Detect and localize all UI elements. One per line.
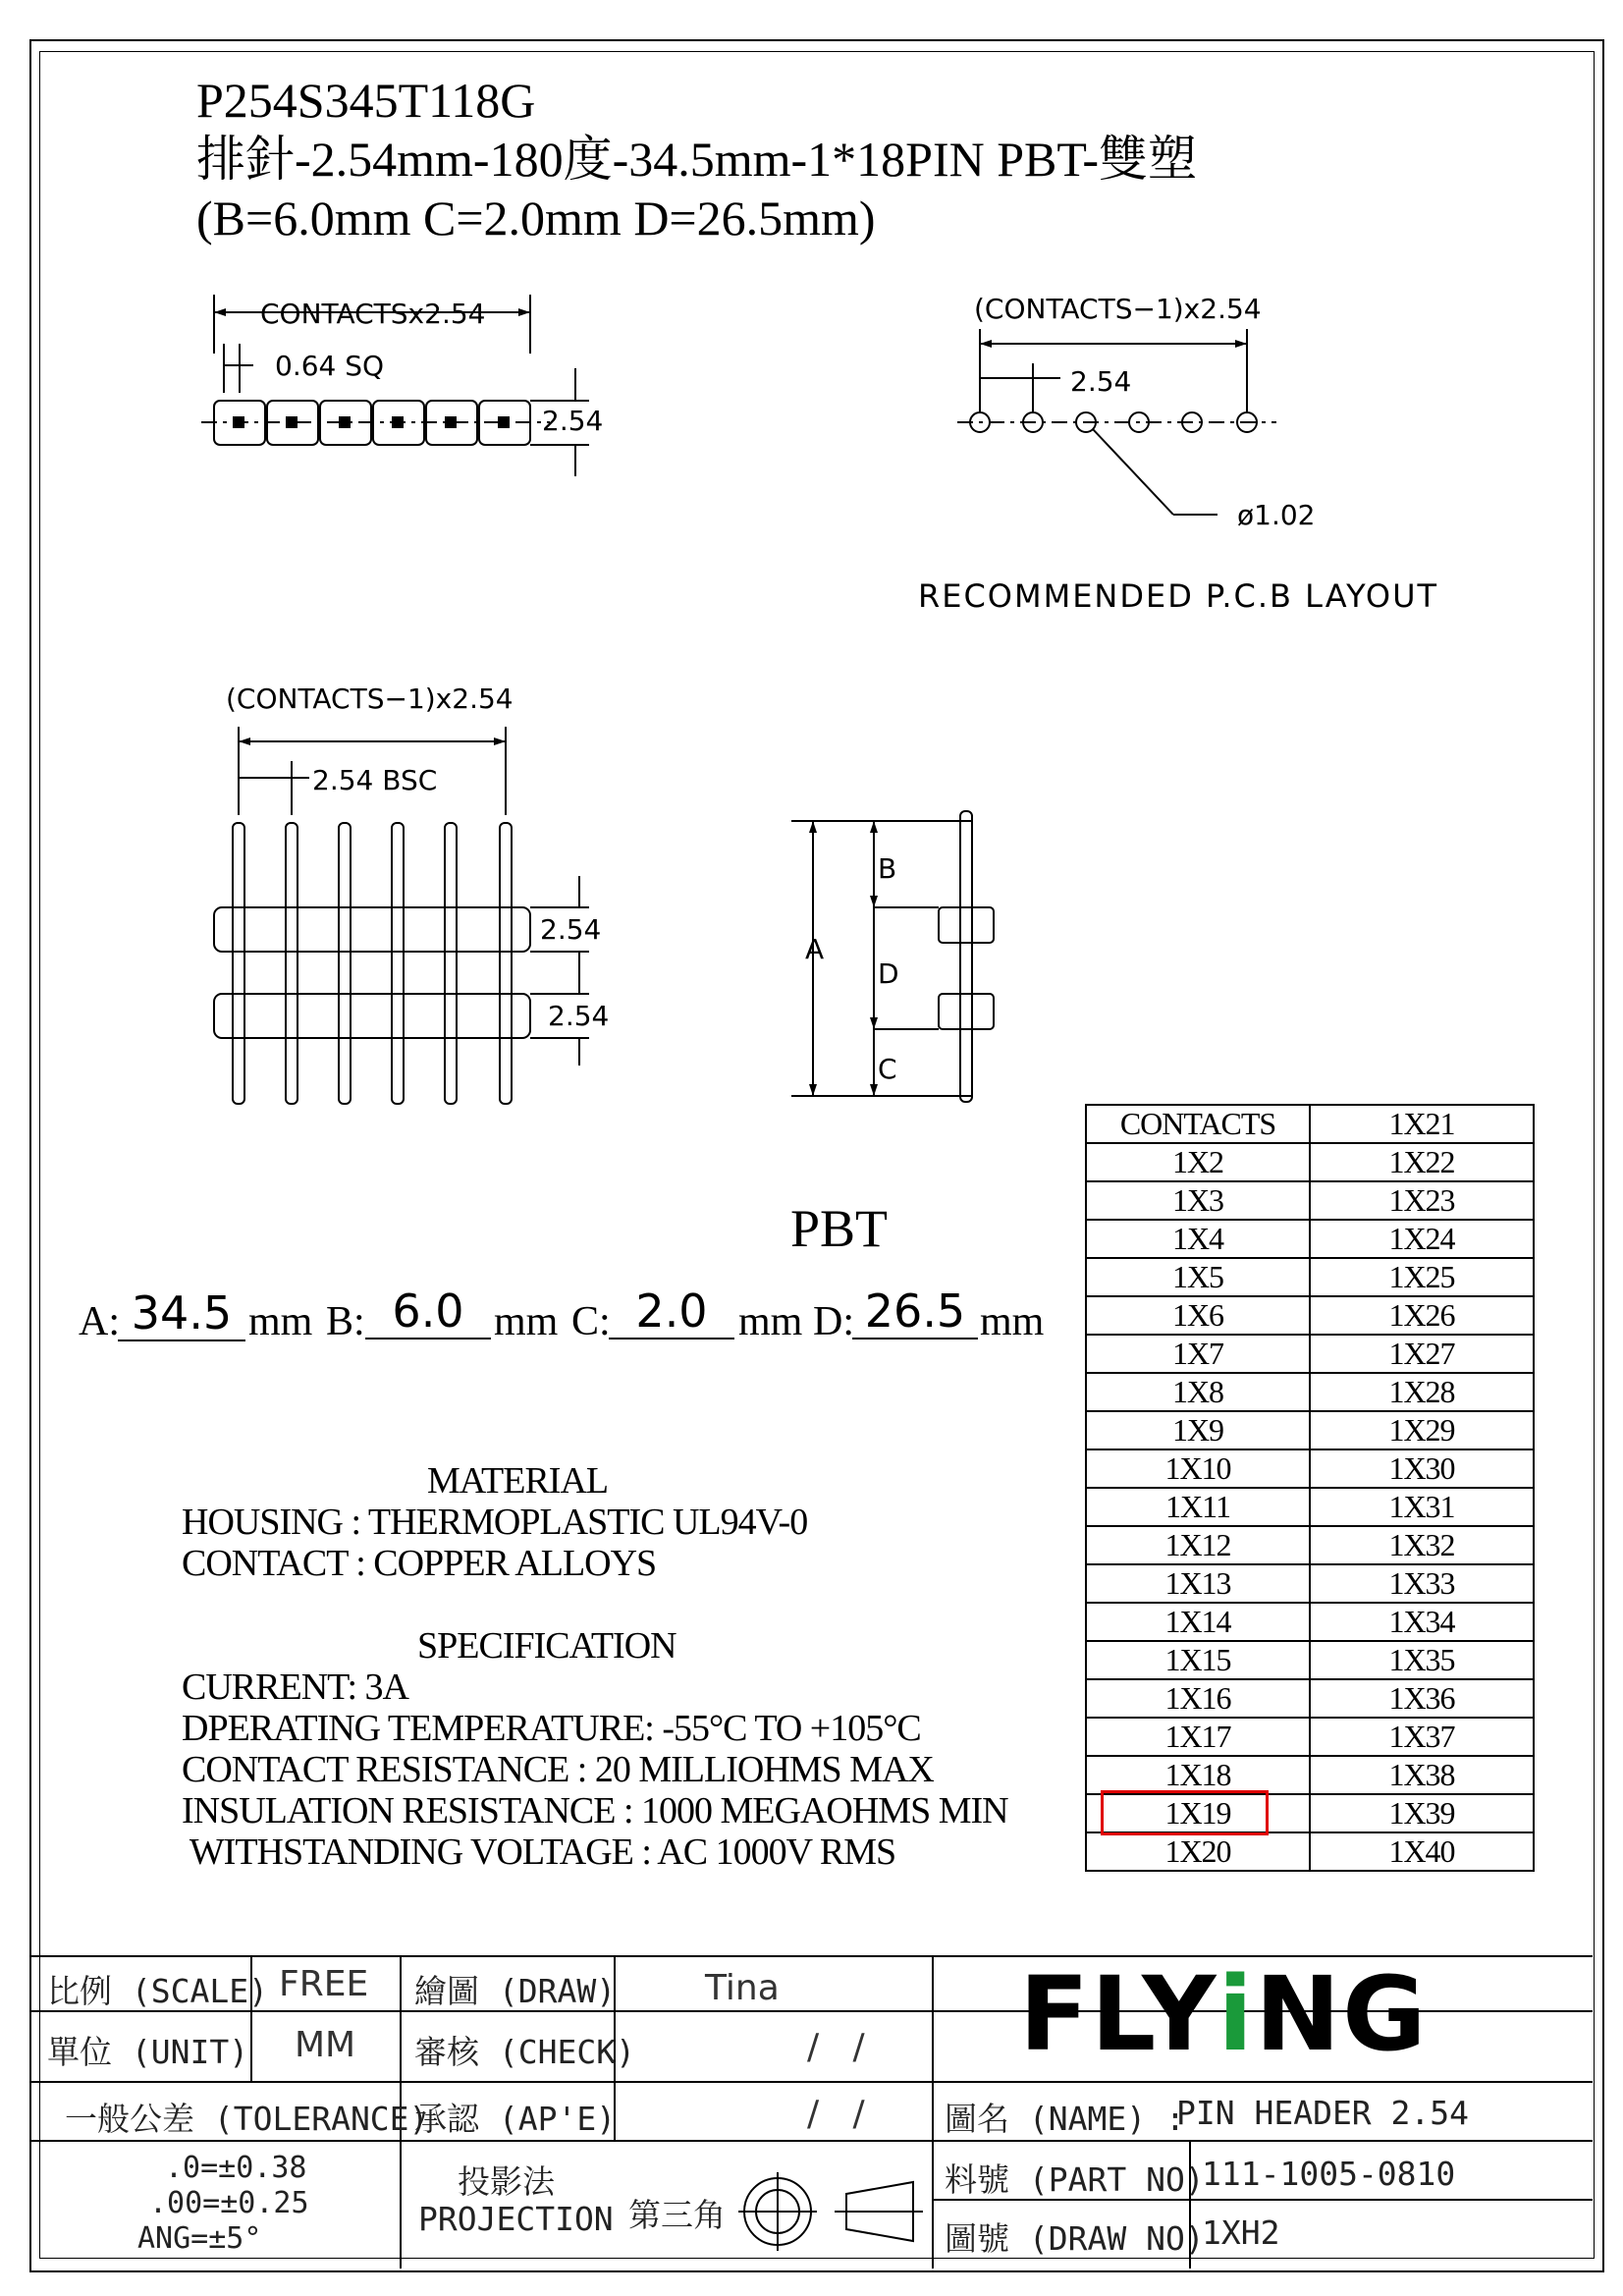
table-cell: 1X23 bbox=[1310, 1181, 1534, 1220]
table-cell: 1X22 bbox=[1310, 1143, 1534, 1181]
spec-insulation-resistance: INSULATION RESISTANCE : 1000 MEGAOHMS MIN bbox=[182, 1790, 1008, 1831]
table-cell: 1X38 bbox=[1310, 1756, 1534, 1794]
table-cell: 1X28 bbox=[1310, 1373, 1534, 1411]
table-cell: 1X2 bbox=[1086, 1143, 1310, 1181]
material-housing: HOUSING : THERMOPLASTIC UL94V-0 bbox=[182, 1502, 808, 1543]
table-cell: 1X34 bbox=[1310, 1603, 1534, 1641]
dim-c-label: C: bbox=[571, 1299, 611, 1344]
dim-a-unit: mm bbox=[248, 1299, 313, 1344]
tolerance-2: .00=±0.25 bbox=[149, 2186, 309, 2220]
table-cell: 1X6 bbox=[1086, 1296, 1310, 1335]
table-row bbox=[1086, 1641, 1534, 1679]
spec-withstanding-voltage: WITHSTANDING VOLTAGE : AC 1000V RMS bbox=[182, 1831, 896, 1873]
draw-label: 繪圖 (DRAW) bbox=[414, 1972, 617, 2010]
table-cell: 1X11 bbox=[1086, 1488, 1310, 1526]
dim-d-value: 26.5 bbox=[852, 1285, 978, 1339]
table-cell: 1X18 bbox=[1086, 1756, 1310, 1794]
dim-b-value: 6.0 bbox=[365, 1285, 491, 1339]
table-cell: 1X13 bbox=[1086, 1564, 1310, 1603]
table-row bbox=[1086, 1105, 1534, 1143]
drawing-number-value: 1XH2 bbox=[1202, 2214, 1280, 2252]
table-row bbox=[1086, 1756, 1534, 1794]
pin-height-label: 2.54 bbox=[542, 405, 604, 437]
table-cell: 1X19 bbox=[1086, 1794, 1310, 1832]
table-cell: 1X8 bbox=[1086, 1373, 1310, 1411]
company-logo: FLYiNG bbox=[1019, 1954, 1429, 2074]
unit-label: 單位 (UNIT) bbox=[47, 2033, 249, 2071]
selected-contact-highlight bbox=[1101, 1790, 1269, 1835]
table-cell: 1X10 bbox=[1086, 1449, 1310, 1488]
dimension-summary: (B=6.0mm C=2.0mm D=26.5mm) bbox=[196, 191, 876, 246]
contacts-table bbox=[1085, 1104, 1535, 1872]
front-pitch-total-label: (CONTACTS−1)x2.54 bbox=[226, 683, 514, 715]
table-cell: 1X20 bbox=[1086, 1832, 1310, 1871]
table-cell: 1X15 bbox=[1086, 1641, 1310, 1679]
table-row bbox=[1086, 1296, 1534, 1335]
dim-b-unit: mm bbox=[494, 1299, 559, 1344]
material-name: PBT bbox=[790, 1199, 889, 1258]
dim-b-label: B: bbox=[326, 1299, 365, 1344]
table-row bbox=[1086, 1181, 1534, 1220]
table-row bbox=[1086, 1373, 1534, 1411]
dim-d-label: D: bbox=[813, 1299, 854, 1344]
table-cell: 1X40 bbox=[1310, 1832, 1534, 1871]
table-cell: 1X17 bbox=[1086, 1718, 1310, 1756]
table-cell: 1X5 bbox=[1086, 1258, 1310, 1296]
part-number-value: 111-1005-0810 bbox=[1202, 2155, 1456, 2193]
table-row bbox=[1086, 1603, 1534, 1641]
draw-value: Tina bbox=[705, 1968, 780, 2008]
approve-value: / / bbox=[807, 2094, 865, 2134]
table-row bbox=[1086, 1143, 1534, 1181]
table-cell: 1X37 bbox=[1310, 1718, 1534, 1756]
table-row bbox=[1086, 1220, 1534, 1258]
table-cell: 1X14 bbox=[1086, 1603, 1310, 1641]
table-cell: 1X39 bbox=[1310, 1794, 1534, 1832]
tolerance-3: ANG=±5° bbox=[137, 2221, 262, 2256]
dim-c-unit: mm bbox=[738, 1299, 803, 1344]
pcb-pitch-label: 2.54 bbox=[1070, 365, 1132, 398]
table-cell: 1X30 bbox=[1310, 1449, 1534, 1488]
table-cell: 1X4 bbox=[1086, 1220, 1310, 1258]
projection-symbol bbox=[738, 2172, 923, 2251]
table-cell: 1X35 bbox=[1310, 1641, 1534, 1679]
table-row bbox=[1086, 1526, 1534, 1564]
table-cell: 1X32 bbox=[1310, 1526, 1534, 1564]
table-row bbox=[1086, 1335, 1534, 1373]
name-value: PIN HEADER 2.54 bbox=[1176, 2094, 1470, 2132]
table-row bbox=[1086, 1679, 1534, 1718]
table-cell: 1X31 bbox=[1310, 1488, 1534, 1526]
table-row bbox=[1086, 1449, 1534, 1488]
table-cell: 1X27 bbox=[1310, 1335, 1534, 1373]
side-label-d: D bbox=[878, 957, 899, 990]
table-row bbox=[1086, 1488, 1534, 1526]
pcb-pitch-total-label: (CONTACTS−1)x2.54 bbox=[974, 293, 1262, 325]
table-cell: 1X24 bbox=[1310, 1220, 1534, 1258]
material-heading: MATERIAL bbox=[427, 1460, 609, 1502]
tolerance-1: .0=±0.38 bbox=[165, 2151, 307, 2185]
table-row bbox=[1086, 1832, 1534, 1871]
table-cell: 1X25 bbox=[1310, 1258, 1534, 1296]
spec-temperature: DPERATING TEMPERATURE: -55°C TO +105°C bbox=[182, 1708, 921, 1749]
front-height-1-label: 2.54 bbox=[540, 913, 602, 946]
dim-d-unit: mm bbox=[980, 1299, 1045, 1344]
scale-value: FREE bbox=[279, 1964, 369, 2004]
table-cell: 1X36 bbox=[1310, 1679, 1534, 1718]
drawing-number-label: 圖號 (DRAW NO) bbox=[945, 2219, 1205, 2258]
side-label-a: A bbox=[805, 933, 825, 965]
table-cell: 1X16 bbox=[1086, 1679, 1310, 1718]
material-contact: CONTACT : COPPER ALLOYS bbox=[182, 1543, 657, 1584]
name-label: 圖名 (NAME) : bbox=[945, 2100, 1185, 2138]
front-pitch-label: 2.54 BSC bbox=[312, 764, 438, 796]
table-cell: 1X9 bbox=[1086, 1411, 1310, 1449]
contacts-pitch-label: CONTACTSx2.54 bbox=[260, 298, 486, 330]
pcb-layout-view bbox=[957, 329, 1276, 515]
dim-a-value: 34.5 bbox=[118, 1286, 245, 1341]
table-cell: 1X29 bbox=[1310, 1411, 1534, 1449]
table-cell: 1X3 bbox=[1086, 1181, 1310, 1220]
tolerance-label: 一般公差 (TOLERANCE) bbox=[65, 2100, 429, 2138]
table-cell: 1X7 bbox=[1086, 1335, 1310, 1373]
spec-current: CURRENT: 3A bbox=[182, 1667, 408, 1708]
specification-heading: SPECIFICATION bbox=[417, 1625, 676, 1667]
table-cell: 1X21 bbox=[1310, 1105, 1534, 1143]
pcb-layout-caption: RECOMMENDED P.C.B LAYOUT bbox=[918, 577, 1439, 615]
table-row bbox=[1086, 1258, 1534, 1296]
table-cell: 1X12 bbox=[1086, 1526, 1310, 1564]
projection-value: 第三角 bbox=[628, 2196, 726, 2234]
table-cell: 1X26 bbox=[1310, 1296, 1534, 1335]
spec-contact-resistance: CONTACT RESISTANCE : 20 MILLIOHMS MAX bbox=[182, 1749, 934, 1790]
projection-label-en: PROJECTION bbox=[418, 2200, 614, 2238]
side-label-c: C bbox=[878, 1053, 897, 1085]
dim-c-value: 2.0 bbox=[609, 1285, 734, 1339]
front-height-2-label: 2.54 bbox=[548, 1000, 610, 1032]
table-header-cell: CONTACTS bbox=[1086, 1105, 1310, 1143]
table-row bbox=[1086, 1718, 1534, 1756]
part-code: P254S345T118G bbox=[196, 73, 536, 128]
approve-label: 承認 (AP'E) bbox=[414, 2100, 617, 2138]
dim-a-label: A: bbox=[79, 1299, 120, 1344]
pcb-hole-diameter-label: ø1.02 bbox=[1237, 499, 1316, 531]
table-cell: 1X33 bbox=[1310, 1564, 1534, 1603]
part-number-label: 料號 (PART NO) bbox=[945, 2160, 1205, 2199]
part-description: 排針-2.54mm-180度-34.5mm-1*18PIN PBT-雙塑 bbox=[196, 132, 1197, 187]
check-label: 審核 (CHECK) bbox=[414, 2033, 635, 2071]
table-row bbox=[1086, 1564, 1534, 1603]
unit-value: MM bbox=[295, 2025, 356, 2065]
projection-label-cn: 投影法 bbox=[458, 2162, 555, 2201]
scale-label: 比例 (SCALE) bbox=[47, 1972, 268, 2010]
pin-square-label: 0.64 SQ bbox=[275, 350, 385, 382]
table-row bbox=[1086, 1411, 1534, 1449]
side-label-b: B bbox=[878, 852, 897, 885]
check-value: / / bbox=[807, 2027, 865, 2067]
